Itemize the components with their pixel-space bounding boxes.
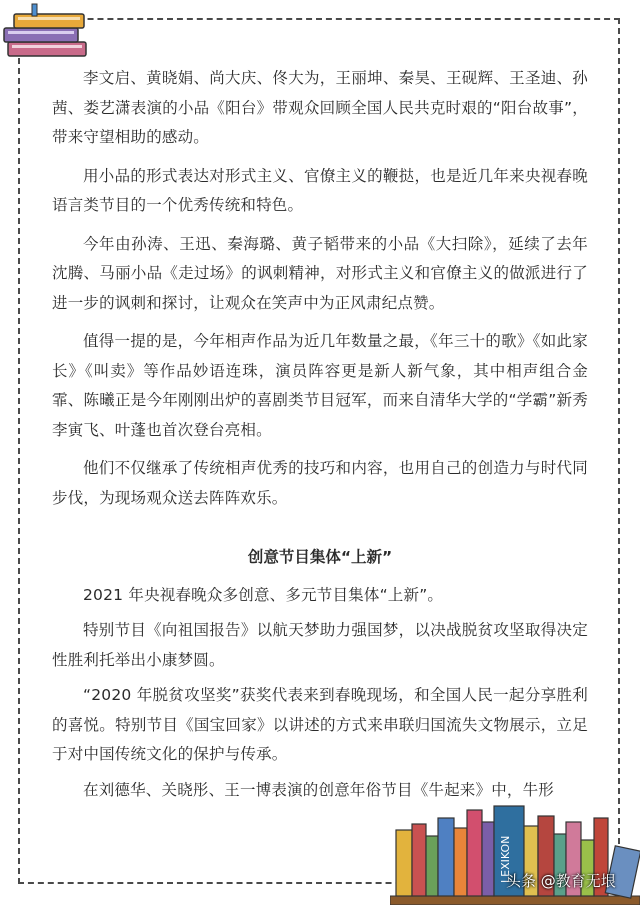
- section-paragraph-1: 2021 年央视春晚众多创意、多元节目集体“上新”。: [83, 585, 444, 604]
- paragraph-5: 他们不仅继承了传统相声优秀的技巧和内容，也用自己的创造力与时代同步伐，为现场观众送去阵阵欢乐。: [52, 459, 588, 507]
- section-title: 创意节目集体“上新”: [247, 548, 393, 566]
- paragraph-4: 值得一提的是，今年相声作品为近几年数量之最，《年三十的歌》《如此家长》《叫卖》等作品妙语连珠，演员阵容更是新人新气象，其中相声组合金霏、陈曦正是今年刚刚出炉的喜剧类节目冠军，而来自清华大学的“学霸”新秀李寅飞、叶蓬也首次登台亮相。: [52, 332, 588, 439]
- book-stack-icon: [2, 0, 94, 62]
- paragraph-3: 今年由孙涛、王迅、秦海璐、黄子韬带来的小品《大扫除》，延续了去年沈腾、马丽小品《走过场》的讽刺精神，对形式主义和官僚主义的做派进行了进一步的讽刺和探讨，让观众在笑声中为正风肃纪点赞。: [52, 234, 588, 312]
- paragraph-2: 用小品的形式表达对形式主义、官僚主义的鞭挞，也是近几年来央视春晚语言类节目的一个优秀传统和特色。: [52, 166, 588, 214]
- section-paragraph-3: “2020 年脱贫攻坚奖”获奖代表来到春晚现场，和全国人民一起分享胜利的喜悦。特别节目《国宝回家》以讲述的方式来串联归国流失文物展示，立足于对中国传统文化的保护与传承。: [52, 686, 588, 763]
- section-paragraph-4: 在刘德华、关晓彤、王一博表演的创意年俗节目《牛起来》中，牛形: [83, 780, 555, 799]
- paragraph-1: 李文启、黄晓娟、尚大庆、佟大为，王丽坤、秦昊、王砚辉、王圣迪、孙茜、娄艺潇表演的小品《阳台》带观众回顾全国人民共克时艰的“阳台故事”，带来守望相助的感动。: [52, 69, 588, 146]
- watermark: 头条 @教育无垠: [506, 872, 616, 890]
- section-paragraph-2: 特别节目《向祖国报告》以航天梦助力强国梦，以决战脱贫攻坚取得决定性胜利托举出小康梦圆。: [52, 621, 588, 669]
- article-body: [52, 64, 588, 811]
- book-spine-label: LEXIKON: [499, 835, 512, 883]
